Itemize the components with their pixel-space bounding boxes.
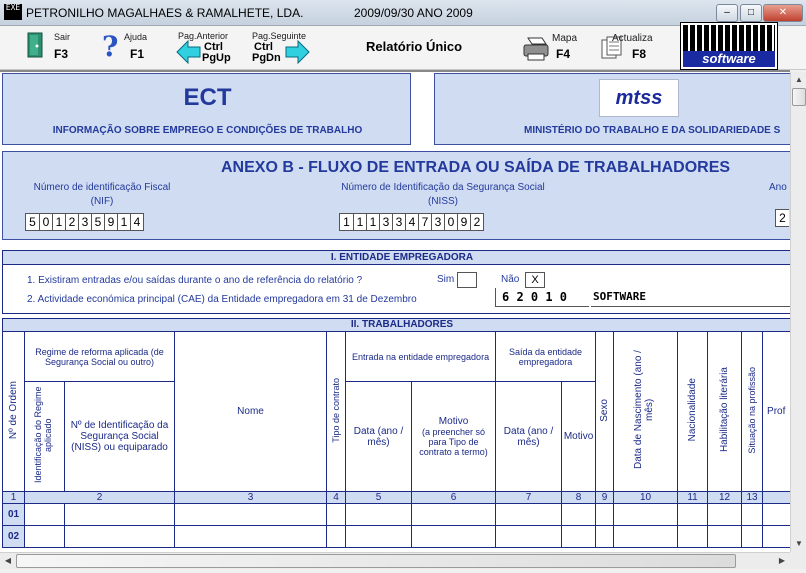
colnum: 8: [562, 492, 596, 504]
annex-box: [2, 151, 790, 240]
digit-cell: 2: [65, 214, 78, 230]
nao-label: Não: [501, 274, 520, 285]
logo-text: software: [683, 51, 775, 67]
cell[interactable]: [596, 526, 614, 548]
header-entrada-motivo: [412, 382, 496, 492]
logo-barcode: [683, 25, 775, 51]
sim-label: Sim: [437, 274, 455, 285]
app-icon[interactable]: EXE: [4, 4, 22, 20]
ministry-box: [434, 73, 790, 145]
sair-button[interactable]: [24, 28, 76, 68]
actualiza-label: Actualiza: [612, 33, 653, 44]
cell[interactable]: [678, 504, 708, 526]
colnum: 9: [596, 492, 614, 504]
cell[interactable]: [496, 504, 562, 526]
cell[interactable]: [596, 504, 614, 526]
colnum: 1: [3, 492, 25, 504]
digit-cell: 7: [418, 214, 431, 230]
annex-title: ANEXO B - FLUXO DE ENTRADA OU SAÍDA DE TRABALHADORES: [221, 159, 731, 176]
niss-field[interactable]: [339, 213, 484, 231]
nao-checkbox[interactable]: X: [525, 272, 545, 288]
digit-cell: 0: [39, 214, 52, 230]
digit-cell: 5: [91, 214, 104, 230]
nif-label: Número de identificação Fiscal: [33, 182, 171, 193]
anterior-label: Pag.Anterior: [178, 31, 229, 41]
header-entrada: Entrada na entidade empregadora: [346, 332, 496, 382]
scroll-right-arrow-icon[interactable]: ▶: [778, 556, 786, 565]
ano-digit: 2: [779, 211, 786, 225]
header-saida-data: Data (ano / mês): [496, 382, 562, 492]
anterior-key1: Ctrl: [204, 41, 223, 53]
ano-field[interactable]: [775, 209, 789, 227]
header-id-regime: Identificação do Regime aplicado: [25, 382, 65, 492]
digit-cell: 1: [117, 214, 130, 230]
digit-cell: 2: [470, 214, 483, 230]
header-ordem: Nº de Ordem: [3, 332, 25, 492]
section2-title: II. TRABALHADORES: [2, 318, 790, 332]
colnum: 12: [708, 492, 742, 504]
cell[interactable]: [678, 526, 708, 548]
vertical-scroll-thumb[interactable]: [792, 88, 806, 106]
cell[interactable]: [346, 504, 412, 526]
sair-label: Sair: [54, 32, 71, 42]
digit-cell: 3: [78, 214, 91, 230]
cell[interactable]: [412, 504, 496, 526]
header-niss: Nº de Identificação da Segurança Social (NISS) ou equiparado: [65, 382, 175, 492]
digit-cell: 0: [444, 214, 457, 230]
colnum: 3: [175, 492, 327, 504]
ajuda-button[interactable]: [102, 28, 158, 68]
scroll-left-arrow-icon[interactable]: ◀: [4, 556, 12, 565]
digit-cell: 9: [457, 214, 470, 230]
scrollbar-corner: [790, 552, 806, 569]
digit-cell: 4: [130, 214, 143, 230]
seguinte-label: Pag.Seguinte: [252, 31, 307, 41]
header-sexo: Sexo: [596, 332, 614, 492]
cell[interactable]: [327, 526, 346, 548]
header-regime: Regime de reforma aplicada (de Segurança Social ou outro): [25, 332, 175, 382]
entrada-motivo-note: (a preencher só para Tipo de contrato a termo): [419, 427, 488, 457]
mtss-logo: mtss: [599, 79, 679, 117]
header-entrada-data: Data (ano / mês): [346, 382, 412, 492]
colnum: 11: [678, 492, 708, 504]
cell[interactable]: [346, 526, 412, 548]
pagina-anterior-button[interactable]: [174, 28, 236, 68]
digit-cell: 3: [379, 214, 392, 230]
mapa-button[interactable]: [522, 28, 578, 68]
scroll-down-arrow-icon[interactable]: ▼: [795, 539, 803, 548]
digit-cell: 1: [366, 214, 379, 230]
minimize-button[interactable]: –: [716, 4, 738, 22]
ajuda-key: F1: [130, 47, 145, 61]
cell[interactable]: [496, 526, 562, 548]
nif-abbr: (NIF): [90, 196, 114, 207]
help-question-icon: ?: [102, 30, 119, 63]
colnum: 4: [327, 492, 346, 504]
q2-text: 2. Actividade económica principal (CAE) da Entidade empregadora em 31 de Dezembro: [27, 294, 417, 305]
close-button[interactable]: ✕: [763, 4, 803, 22]
digit-cell: 1: [52, 214, 65, 230]
company-name: PETRONILHO MAGALHAES & RAMALHETE, LDA.: [26, 6, 304, 20]
digit-cell: 3: [392, 214, 405, 230]
cell[interactable]: [614, 504, 678, 526]
entrada-motivo-label: Motivo: [438, 416, 469, 427]
vertical-scrollbar[interactable]: [790, 72, 806, 552]
colnum: 5: [346, 492, 412, 504]
ministry-name: MINISTÉRIO DO TRABALHO E DA SOLIDARIEDADE S: [524, 125, 781, 136]
niss-label: Número de Identificação da Segurança Social: [341, 182, 545, 193]
colnum: 7: [496, 492, 562, 504]
header-situacao: Situação na profissão: [742, 332, 763, 492]
colnum-empty: [763, 492, 790, 504]
header-nome: Nome: [175, 332, 327, 492]
colnum: 10: [614, 492, 678, 504]
horizontal-scroll-thumb[interactable]: [16, 554, 736, 568]
cell[interactable]: [562, 504, 596, 526]
workers-table: [2, 331, 790, 548]
header-nacionalidade: Nacionalidade: [678, 332, 708, 492]
ect-subtitle: INFORMAÇÃO SOBRE EMPREGO E CONDIÇÕES DE TRABALHO: [52, 125, 363, 136]
seguinte-key1: Ctrl: [254, 41, 273, 53]
niss-abbr: (NISS): [428, 196, 458, 207]
mapa-key: F4: [556, 47, 571, 61]
header-habilitacao: Habilitação literária: [708, 332, 742, 492]
cell[interactable]: [742, 504, 763, 526]
ano-label: Ano: [769, 182, 787, 193]
cell[interactable]: [412, 526, 496, 548]
exit-door-icon: [26, 32, 44, 58]
header-saida-motivo: Motivo: [562, 382, 596, 492]
report-title: Relatório Único: [366, 39, 463, 54]
sair-key: F3: [54, 47, 69, 61]
table-row: [3, 526, 791, 548]
cell[interactable]: [708, 526, 742, 548]
table-row: [3, 504, 791, 526]
row-number: 02: [3, 526, 25, 548]
row-number: 01: [3, 504, 25, 526]
section1-box: [2, 250, 790, 314]
digit-cell: 4: [405, 214, 418, 230]
cell[interactable]: [763, 526, 790, 548]
scroll-up-arrow-icon[interactable]: ▲: [795, 75, 803, 84]
colnum: 13: [742, 492, 763, 504]
arrow-right-icon: [284, 40, 310, 64]
cell[interactable]: [175, 504, 327, 526]
cell[interactable]: [65, 504, 175, 526]
software-logo: [680, 22, 778, 70]
actualiza-button[interactable]: [598, 28, 660, 68]
horizontal-scrollbar[interactable]: [0, 552, 790, 569]
printer-icon: [522, 36, 552, 62]
digit-cell: 9: [104, 214, 117, 230]
cell[interactable]: [25, 504, 65, 526]
report-content: [0, 72, 790, 552]
seguinte-key2: PgDn: [252, 52, 281, 64]
cell[interactable]: [708, 504, 742, 526]
header-profissao: Prof: [763, 332, 790, 492]
report-period: 2009/09/30 ANO 2009: [354, 6, 473, 20]
cell[interactable]: [614, 526, 678, 548]
pagina-seguinte-button[interactable]: [250, 28, 312, 68]
cae-code-field[interactable]: 6 2 0 1 0: [495, 288, 589, 307]
sim-checkbox[interactable]: [457, 272, 477, 288]
section1-title: I. ENTIDADE EMPREGADORA: [3, 251, 790, 265]
cell[interactable]: [742, 526, 763, 548]
ect-title: ECT: [183, 84, 232, 111]
colnum: 2: [25, 492, 175, 504]
q1-text: 1. Existiram entradas e/ou saídas durante o ano de referência do relatório ?: [27, 275, 363, 286]
digit-cell: 5: [29, 215, 36, 229]
maximize-button[interactable]: □: [740, 4, 762, 22]
colnum: 6: [412, 492, 496, 504]
header-saida: Saída da entidade empregadora: [496, 332, 596, 382]
anterior-key2: PgUp: [202, 52, 231, 64]
digit-cell: 1: [353, 214, 366, 230]
nif-field[interactable]: [25, 213, 144, 231]
mapa-label: Mapa: [552, 33, 578, 44]
ajuda-label: Ajuda: [124, 32, 148, 42]
cell[interactable]: [175, 526, 327, 548]
cell[interactable]: [562, 526, 596, 548]
cell[interactable]: [327, 504, 346, 526]
digit-cell: 1: [343, 215, 350, 229]
ect-box: [2, 73, 411, 145]
cell[interactable]: [65, 526, 175, 548]
header-tipo-contrato: Tipo de contrato: [327, 332, 346, 492]
header-nascimento: Data de Nascimento (ano / mês): [614, 332, 678, 492]
column-number-row: [3, 492, 791, 504]
arrow-left-icon: [176, 40, 202, 64]
cae-description: SOFTWARE: [591, 288, 790, 307]
actualiza-key: F8: [632, 47, 647, 61]
cell[interactable]: [25, 526, 65, 548]
digit-cell: 3: [431, 214, 444, 230]
cell[interactable]: [763, 504, 790, 526]
